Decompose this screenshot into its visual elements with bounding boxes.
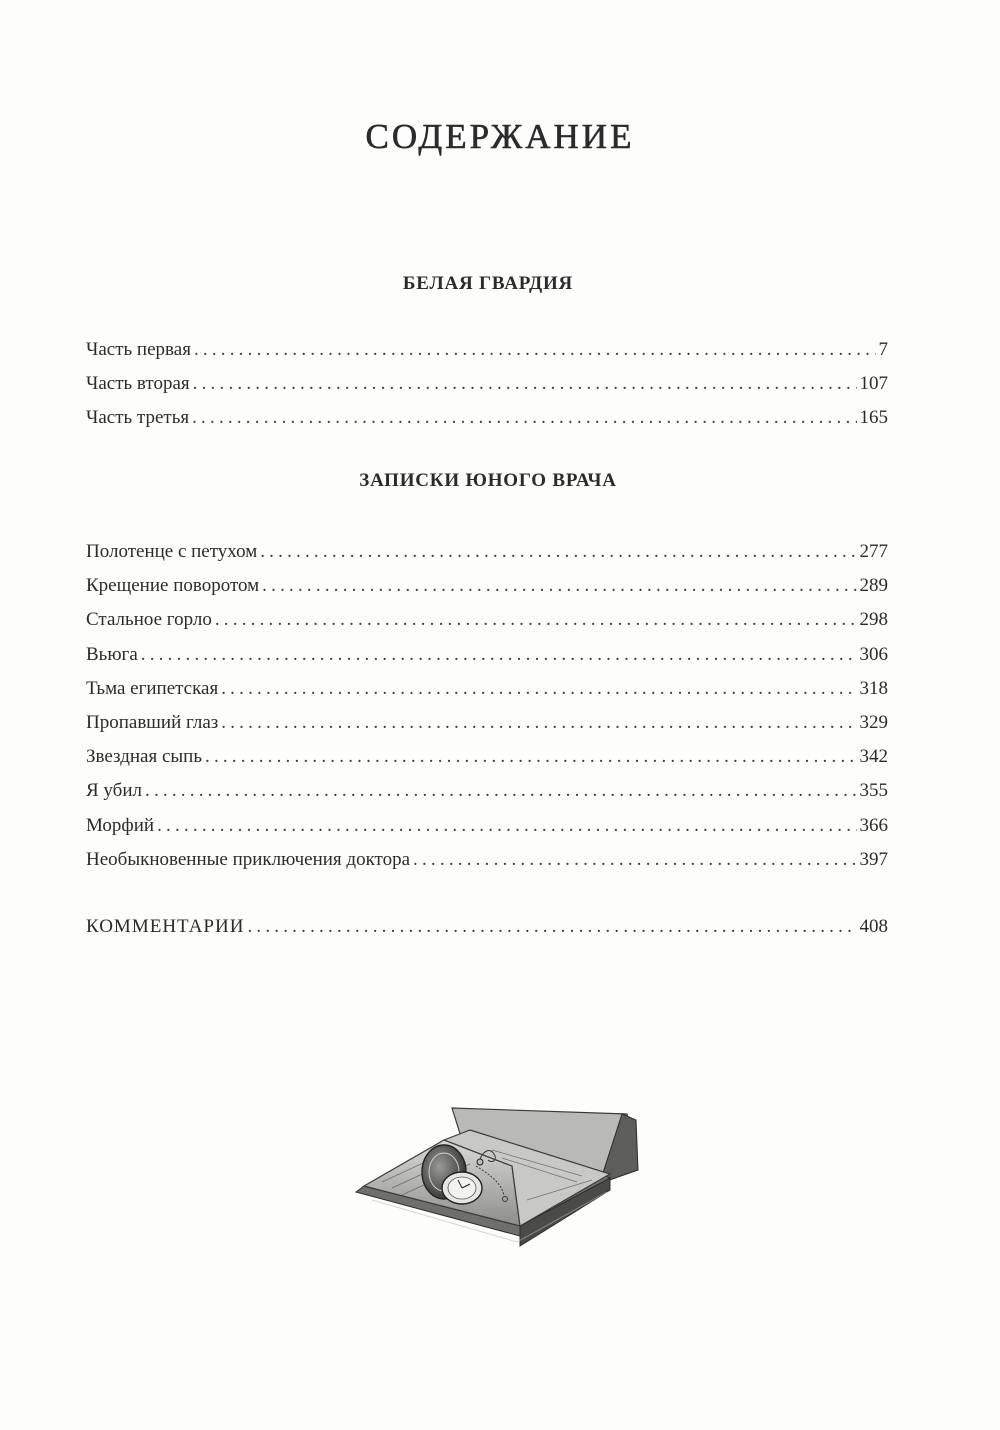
toc-page-number: 397 bbox=[859, 848, 888, 870]
toc-page-number: 318 bbox=[859, 677, 888, 699]
pocket-watch-on-open-book-icon bbox=[352, 1100, 642, 1250]
toc-page-number: 107 bbox=[859, 373, 888, 395]
section-title-white-guard: БЕЛАЯ ГВАРДИЯ bbox=[402, 273, 574, 294]
toc-page-number: 342 bbox=[859, 746, 888, 768]
toc-entry-label: Звездная сыпь bbox=[86, 746, 202, 768]
toc-row[interactable] bbox=[86, 535, 888, 569]
toc-page-number: 408 bbox=[859, 916, 888, 937]
toc-list-white-guard bbox=[86, 333, 888, 436]
toc-page-number: 165 bbox=[859, 407, 888, 429]
toc-leader-dots bbox=[413, 843, 856, 877]
toc-leader-dots bbox=[260, 535, 856, 569]
toc-page-number: 355 bbox=[859, 780, 888, 802]
toc-entry-label: Часть третья bbox=[86, 407, 190, 429]
toc-row[interactable] bbox=[86, 333, 888, 367]
page-title: СОДЕРЖАНИЕ bbox=[365, 117, 635, 156]
toc-entry-label: Вьюга bbox=[86, 643, 138, 665]
toc-page-number: 289 bbox=[859, 575, 888, 597]
toc-entry-label: Крещение поворотом bbox=[86, 575, 260, 597]
toc-leader-dots bbox=[221, 706, 856, 740]
toc-row[interactable] bbox=[86, 638, 888, 672]
toc-page-number: 306 bbox=[859, 643, 888, 665]
toc-entry-label: Пропавший глаз bbox=[86, 711, 219, 733]
toc-leader-dots bbox=[247, 910, 856, 944]
toc-page-number: 366 bbox=[859, 814, 888, 836]
toc-row[interactable] bbox=[86, 401, 888, 435]
toc-row-comments[interactable] bbox=[86, 910, 888, 944]
toc-list-young-doctor bbox=[86, 535, 888, 877]
toc-leader-dots bbox=[205, 740, 857, 774]
toc-leader-dots bbox=[193, 367, 857, 401]
toc-entry-label: Необыкновенные приключения доктора bbox=[86, 848, 411, 870]
toc-leader-dots bbox=[157, 809, 856, 843]
toc-row[interactable] bbox=[86, 569, 888, 603]
toc-entry-label: Морфий bbox=[86, 814, 155, 836]
toc-leader-dots bbox=[145, 774, 857, 808]
toc-page-number: 7 bbox=[878, 339, 888, 360]
toc-entry-label: Я убил bbox=[86, 780, 142, 802]
toc-page-number: 298 bbox=[859, 609, 888, 631]
toc-entry-label: Часть вторая bbox=[86, 373, 190, 395]
toc-leader-dots bbox=[262, 569, 856, 603]
toc-row[interactable] bbox=[86, 706, 888, 740]
toc-leader-dots bbox=[192, 401, 856, 435]
toc-row[interactable] bbox=[86, 672, 888, 706]
toc-list-appendix bbox=[86, 910, 888, 944]
toc-entry-label: Стальное горло bbox=[86, 609, 212, 631]
toc-leader-dots bbox=[215, 603, 857, 637]
toc-entry-label: Полотенце с петухом bbox=[86, 541, 258, 562]
toc-leader-dots bbox=[141, 638, 857, 672]
toc-row[interactable] bbox=[86, 740, 888, 774]
toc-entry-label: Часть первая bbox=[86, 339, 191, 360]
toc-row[interactable] bbox=[86, 843, 888, 877]
toc-leader-dots bbox=[194, 333, 876, 367]
toc-entry-label: КОММЕНТАРИИ bbox=[86, 916, 245, 937]
toc-leader-dots bbox=[221, 672, 856, 706]
toc-page-number: 329 bbox=[859, 711, 888, 733]
section-title-young-doctor: ЗАПИСКИ ЮНОГО ВРАЧА bbox=[359, 470, 617, 491]
toc-page-number: 277 bbox=[859, 541, 888, 562]
toc-entry-label: Тьма египетская bbox=[86, 677, 219, 699]
toc-row[interactable] bbox=[86, 774, 888, 808]
toc-row[interactable] bbox=[86, 809, 888, 843]
toc-row[interactable] bbox=[86, 367, 888, 401]
toc-row[interactable] bbox=[86, 603, 888, 637]
